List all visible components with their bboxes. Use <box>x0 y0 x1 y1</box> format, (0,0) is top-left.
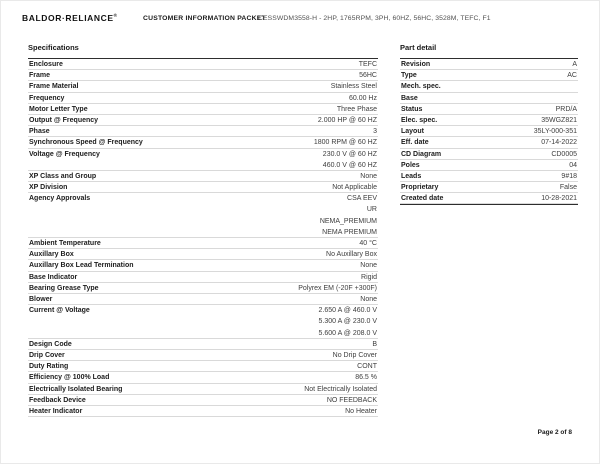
row-label: Enclosure <box>29 61 63 68</box>
table-row <box>28 104 378 115</box>
row-value: NEMA PREMIUM <box>322 228 377 236</box>
row-value: No Heater <box>345 407 377 415</box>
row-label: Auxillary Box <box>29 251 74 259</box>
table-row <box>400 160 578 171</box>
row-values <box>560 182 577 193</box>
row-value: 60.00 Hz <box>348 94 377 102</box>
table-row <box>28 115 378 126</box>
page-indicator: Page 2 of 8 <box>537 429 572 436</box>
row-value: 07-14-2022 <box>541 139 577 147</box>
table-row <box>28 193 378 238</box>
row-label: Output @ Frequency <box>29 116 99 124</box>
row-values <box>359 59 377 70</box>
table-row <box>28 238 378 249</box>
table-row <box>28 70 378 81</box>
row-label: Eff. date <box>401 139 429 147</box>
row-values <box>304 384 377 395</box>
row-value: 35LY-000-351 <box>533 128 577 136</box>
row-value: CONT <box>357 363 377 371</box>
table-row <box>28 395 378 406</box>
row-label: Current @ Voltage <box>29 307 90 315</box>
table-row <box>28 149 378 171</box>
row-label: Drip Cover <box>29 351 65 359</box>
row-value: PRD/A <box>555 105 577 113</box>
row-values <box>349 93 377 104</box>
product-description: CESSWDM3558-H - 2HP, 1765RPM, 3PH, 60HZ, 56HC, 3528M, TEFC, F1 <box>258 15 491 22</box>
row-values <box>345 406 377 417</box>
row-value: AC <box>567 72 577 80</box>
row-label: Status <box>401 105 423 113</box>
table-row <box>400 193 578 204</box>
table-row <box>28 350 378 361</box>
row-value: No Auxillary Box <box>326 251 377 259</box>
table-row <box>400 149 578 160</box>
row-value: 2.650 A @ 460.0 V <box>318 307 377 315</box>
row-values <box>572 59 577 70</box>
row-value: 04 <box>569 161 577 169</box>
table-row <box>28 272 378 283</box>
row-value: None <box>360 296 377 303</box>
row-value: False <box>559 184 577 192</box>
row-values <box>355 372 377 383</box>
table-row <box>400 182 578 193</box>
row-values <box>569 160 577 171</box>
row-label: Frame Material <box>29 83 79 91</box>
row-label: Agency Approvals <box>29 195 91 203</box>
row-value: TEFC <box>358 61 377 68</box>
table-row <box>400 70 578 81</box>
row-value: None <box>360 172 377 180</box>
row-label: Design Code <box>29 340 72 348</box>
row-value: 3 <box>373 128 377 136</box>
row-value: 1800 RPM @ 60 HZ <box>313 139 377 147</box>
row-label: Synchronous Speed @ Frequency <box>29 139 143 147</box>
row-label: Blower <box>29 296 53 303</box>
table-row <box>400 59 578 70</box>
row-values <box>331 81 377 92</box>
row-values <box>359 238 377 249</box>
row-label: Revision <box>401 61 431 68</box>
row-values <box>357 361 377 372</box>
row-value: 10-28-2021 <box>541 195 577 203</box>
table-row <box>28 59 378 70</box>
table-row <box>28 305 378 339</box>
row-value: 2.000 HP @ 60 HZ <box>317 116 377 124</box>
row-label: Electrically Isolated Bearing <box>29 385 123 393</box>
row-values <box>326 249 377 260</box>
row-values <box>373 126 377 137</box>
row-label: Base <box>401 94 418 102</box>
brand-logo <box>22 13 117 23</box>
row-value: 230.0 V @ 60 HZ <box>322 150 377 158</box>
row-values <box>534 126 577 137</box>
table-row <box>28 81 378 92</box>
row-value: 460.0 V @ 60 HZ <box>322 161 377 169</box>
row-label: Phase <box>29 128 50 136</box>
row-values <box>360 294 377 305</box>
row-value: NO FEEDBACK <box>326 396 377 404</box>
specifications-table <box>28 58 378 417</box>
row-values <box>320 193 377 238</box>
row-values <box>314 137 377 148</box>
row-value: Rigid <box>361 273 377 281</box>
row-value: 5.300 A @ 230.0 V <box>318 318 377 326</box>
row-label: Layout <box>401 128 424 136</box>
row-value: 40 °C <box>359 240 377 248</box>
row-value: Not Applicable <box>332 184 377 192</box>
table-row <box>400 115 578 126</box>
row-label: Heater Indicator <box>29 407 83 415</box>
row-label: Proprietary <box>401 184 439 192</box>
table-row <box>400 81 578 92</box>
row-values <box>541 193 577 204</box>
table-row <box>28 260 378 271</box>
table-row <box>400 104 578 115</box>
row-value: Three Phase <box>336 105 377 113</box>
row-value: B <box>372 340 377 348</box>
row-values <box>318 115 377 126</box>
row-values <box>372 339 377 350</box>
table-row <box>400 126 578 137</box>
row-label: Leads <box>401 172 422 180</box>
table-row <box>28 294 378 305</box>
row-values <box>561 171 577 182</box>
row-label: Type <box>401 72 417 80</box>
row-values <box>360 171 377 182</box>
specifications-title: Specifications <box>28 43 79 52</box>
row-label: Ambient Temperature <box>29 240 101 248</box>
row-label: Elec. spec. <box>401 116 438 124</box>
row-values <box>541 137 577 148</box>
row-label: Bearing Grease Type <box>29 284 99 292</box>
row-value: UR <box>366 206 377 214</box>
row-values <box>567 70 577 81</box>
row-label: Voltage @ Frequency <box>29 150 100 158</box>
table-row <box>28 137 378 148</box>
row-values <box>361 272 377 283</box>
row-value: 5.600 A @ 208.0 V <box>318 329 377 337</box>
row-value: Not Electrically Isolated <box>304 385 377 393</box>
row-value: Polyrex EM (-20F +300F) <box>298 284 377 292</box>
table-row <box>28 283 378 294</box>
table-row <box>28 182 378 193</box>
row-value: 56HC <box>359 72 377 80</box>
row-value: A <box>572 61 577 68</box>
row-label: Duty Rating <box>29 363 69 371</box>
row-values <box>360 260 377 271</box>
row-label: Created date <box>401 195 444 203</box>
row-values <box>319 305 378 339</box>
row-label: Auxillary Box Lead Termination <box>29 262 134 270</box>
table-row <box>28 249 378 260</box>
table-row <box>28 384 378 395</box>
row-values <box>541 115 577 126</box>
table-row <box>28 339 378 350</box>
row-value: CSA EEV <box>347 195 377 203</box>
table-row <box>28 372 378 383</box>
part-detail-title: Part detail <box>400 43 437 52</box>
row-value: 9#18 <box>561 172 577 180</box>
part-detail-table <box>400 58 578 205</box>
row-value: Stainless Steel <box>330 83 377 91</box>
row-values <box>337 104 377 115</box>
row-label: Feedback Device <box>29 396 86 404</box>
row-value: 86.5 % <box>355 374 377 382</box>
row-label: CD Diagram <box>401 150 442 158</box>
row-values <box>333 350 377 361</box>
table-row <box>28 171 378 182</box>
table-row <box>28 126 378 137</box>
row-value: NEMA_PREMIUM <box>319 217 377 225</box>
table-row <box>400 137 578 148</box>
row-values <box>359 70 377 81</box>
row-label: XP Class and Group <box>29 172 97 180</box>
registered-trademark-mark: ® <box>113 13 117 19</box>
row-value: No Drip Cover <box>332 351 377 359</box>
document-title: CUSTOMER INFORMATION PACKET <box>143 15 266 22</box>
row-label: Motor Letter Type <box>29 105 88 113</box>
row-values <box>332 182 377 193</box>
brand-logo-text: BALDOR·RELIANCE <box>22 13 114 23</box>
table-row <box>400 93 578 104</box>
row-label: Poles <box>401 161 420 169</box>
row-values <box>551 149 577 160</box>
table-row <box>400 171 578 182</box>
row-value: None <box>360 262 377 270</box>
row-values <box>323 149 377 171</box>
row-label: Base Indicator <box>29 273 78 281</box>
row-label: Mech. spec. <box>401 83 441 91</box>
row-values <box>556 104 577 115</box>
row-value: CD0005 <box>551 150 577 158</box>
table-row <box>28 93 378 104</box>
row-label: Frequency <box>29 94 65 102</box>
row-values <box>298 283 377 294</box>
table-row <box>28 361 378 372</box>
row-label: Frame <box>29 72 51 80</box>
row-value: 35WGZ821 <box>541 116 577 124</box>
row-label: Efficiency @ 100% Load <box>29 374 110 382</box>
row-label: XP Division <box>29 184 68 192</box>
table-row <box>28 406 378 417</box>
row-values <box>327 395 377 406</box>
